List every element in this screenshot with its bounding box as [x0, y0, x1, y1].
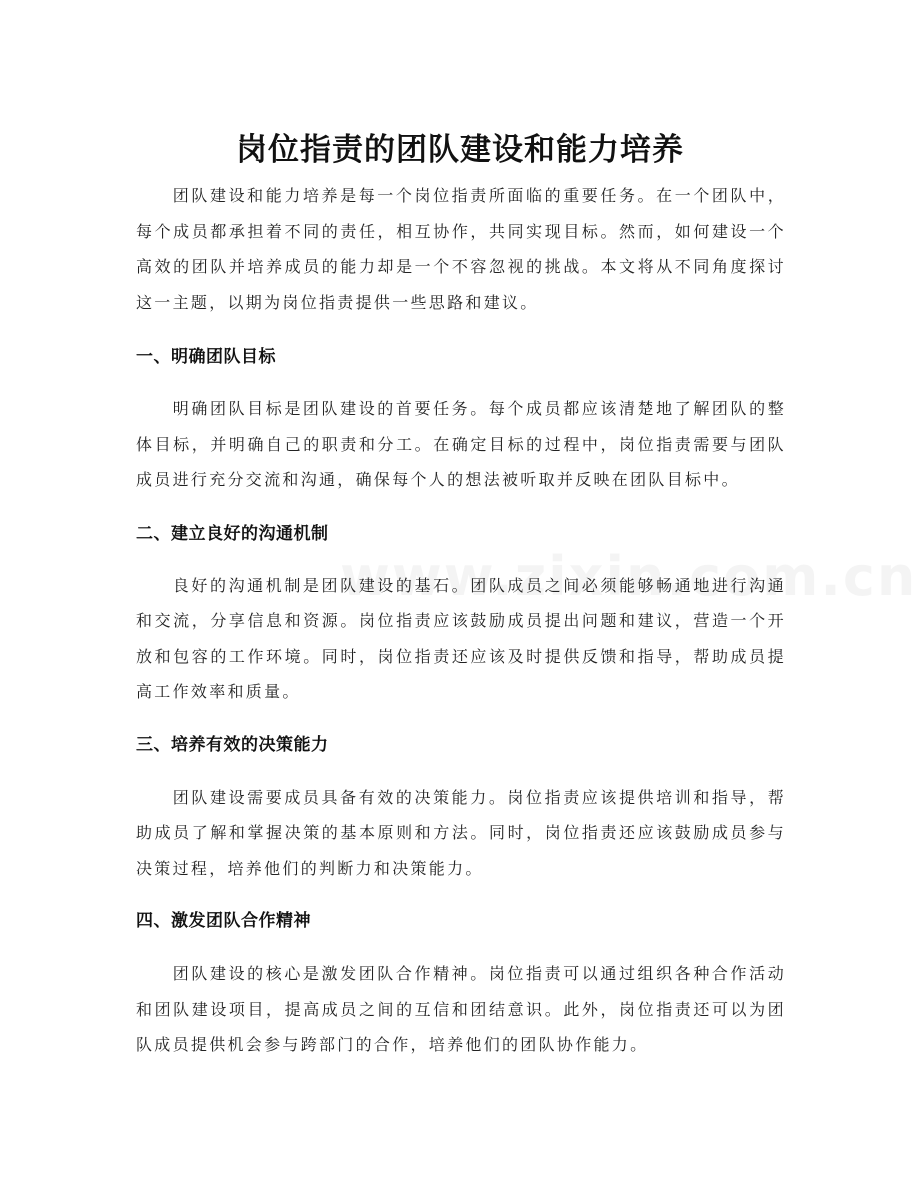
- section-2-heading: 二、建立良好的沟通机制: [136, 523, 329, 544]
- section-1-heading: 一、明确团队目标: [136, 347, 276, 367]
- section-4-paragraph: 团队建设的核心是激发团队合作精神。岗位指责可以通过组织各种合作活动和团队建设项目，提高成员之间的互信和团结意识。此外，岗位指责还可以为团队成员提供机会参与跨部门的合作，培养他们的团队协作能力。: [136, 964, 786, 1054]
- intro-paragraph: 团队建设和能力培养是每一个岗位指责所面临的重要任务。在一个团队中，每个成员都承担着不同的责任，相互协作，共同实现目标。然而，如何建设一个高效的团队并培养成员的能力却是一个不容忽视的挑战。本文将从不同角度探讨这一主题，以期为岗位指责提供一些思路和建议。: [136, 186, 786, 312]
- document-title: 岗位指责的团队建设和能力培养: [236, 131, 684, 168]
- section-3-paragraph: 团队建设需要成员具备有效的决策能力。岗位指责应该提供培训和指导，帮助成员了解和掌握决策的基本原则和方法。同时，岗位指责还应该鼓励成员参与决策过程，培养他们的判断力和决策能力。: [136, 787, 786, 878]
- section-3-heading: 三、培养有效的决策能力: [136, 734, 329, 755]
- document-body: [136, 178, 786, 1063]
- section-4-heading: 四、激发团队合作精神: [136, 911, 311, 931]
- section-1-paragraph: 明确团队目标是团队建设的首要任务。每个成员都应该清楚地了解团队的整体目标，并明确自己的职责和分工。在确定目标的过程中，岗位指责需要与团队成员进行充分交流和沟通，确保每个人的想法被听取并反映在团队目标中。: [136, 399, 786, 489]
- section-2-paragraph: 良好的沟通机制是团队建设的基石。团队成员之间必须能够畅通地进行沟通和交流，分享信息和资源。岗位指责应该鼓励成员提出问题和建议，营造一个开放和包容的工作环境。同时，岗位指责还应该及时提供反馈和指导，帮助成员提高工作效率和质量。: [136, 575, 786, 701]
